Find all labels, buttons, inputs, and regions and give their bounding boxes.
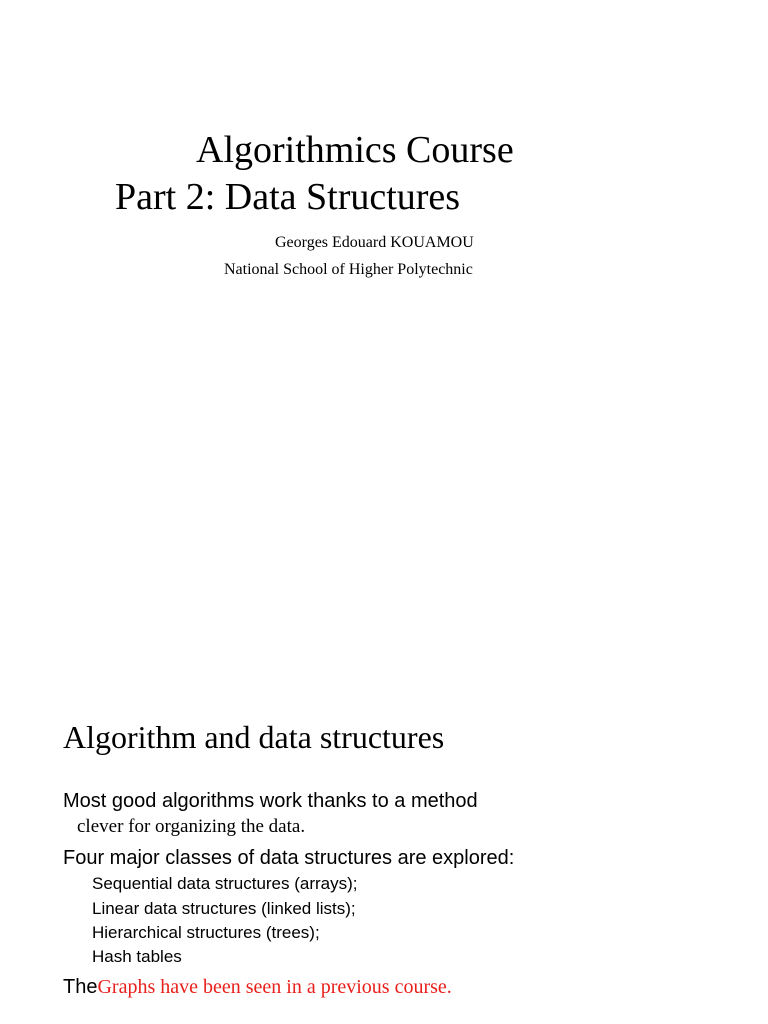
bullet-3-prefix: The — [63, 976, 98, 998]
bullet-2-text: Four major classes of data structures are explored: — [63, 847, 515, 869]
slide-title-line-1: Algorithmics Course — [196, 129, 514, 171]
bullet-1-text: Most good algorithms work thanks to a method — [63, 790, 478, 812]
bullet-1-continuation: clever for organizing the data. — [77, 816, 306, 837]
sub-bullet-linked-lists: Linear data structures (linked lists); — [92, 899, 356, 918]
institution-name: National School of Higher Polytechnic — [224, 261, 473, 278]
sub-bullet-hash-tables: Hash tables — [92, 947, 182, 966]
sub-bullet-trees: Hierarchical structures (trees); — [92, 923, 320, 942]
slide-2-title: Algorithm and data structures — [63, 719, 445, 755]
bullet-3-highlight: Graphs have been seen in a previous course. — [97, 976, 452, 998]
author-name: Georges Edouard KOUAMOU — [275, 234, 474, 251]
bullet-3 — [63, 977, 452, 997]
sub-bullet-arrays: Sequential data structures (arrays); — [92, 874, 358, 893]
slide-title-line-2: Part 2: Data Structures — [115, 176, 461, 218]
